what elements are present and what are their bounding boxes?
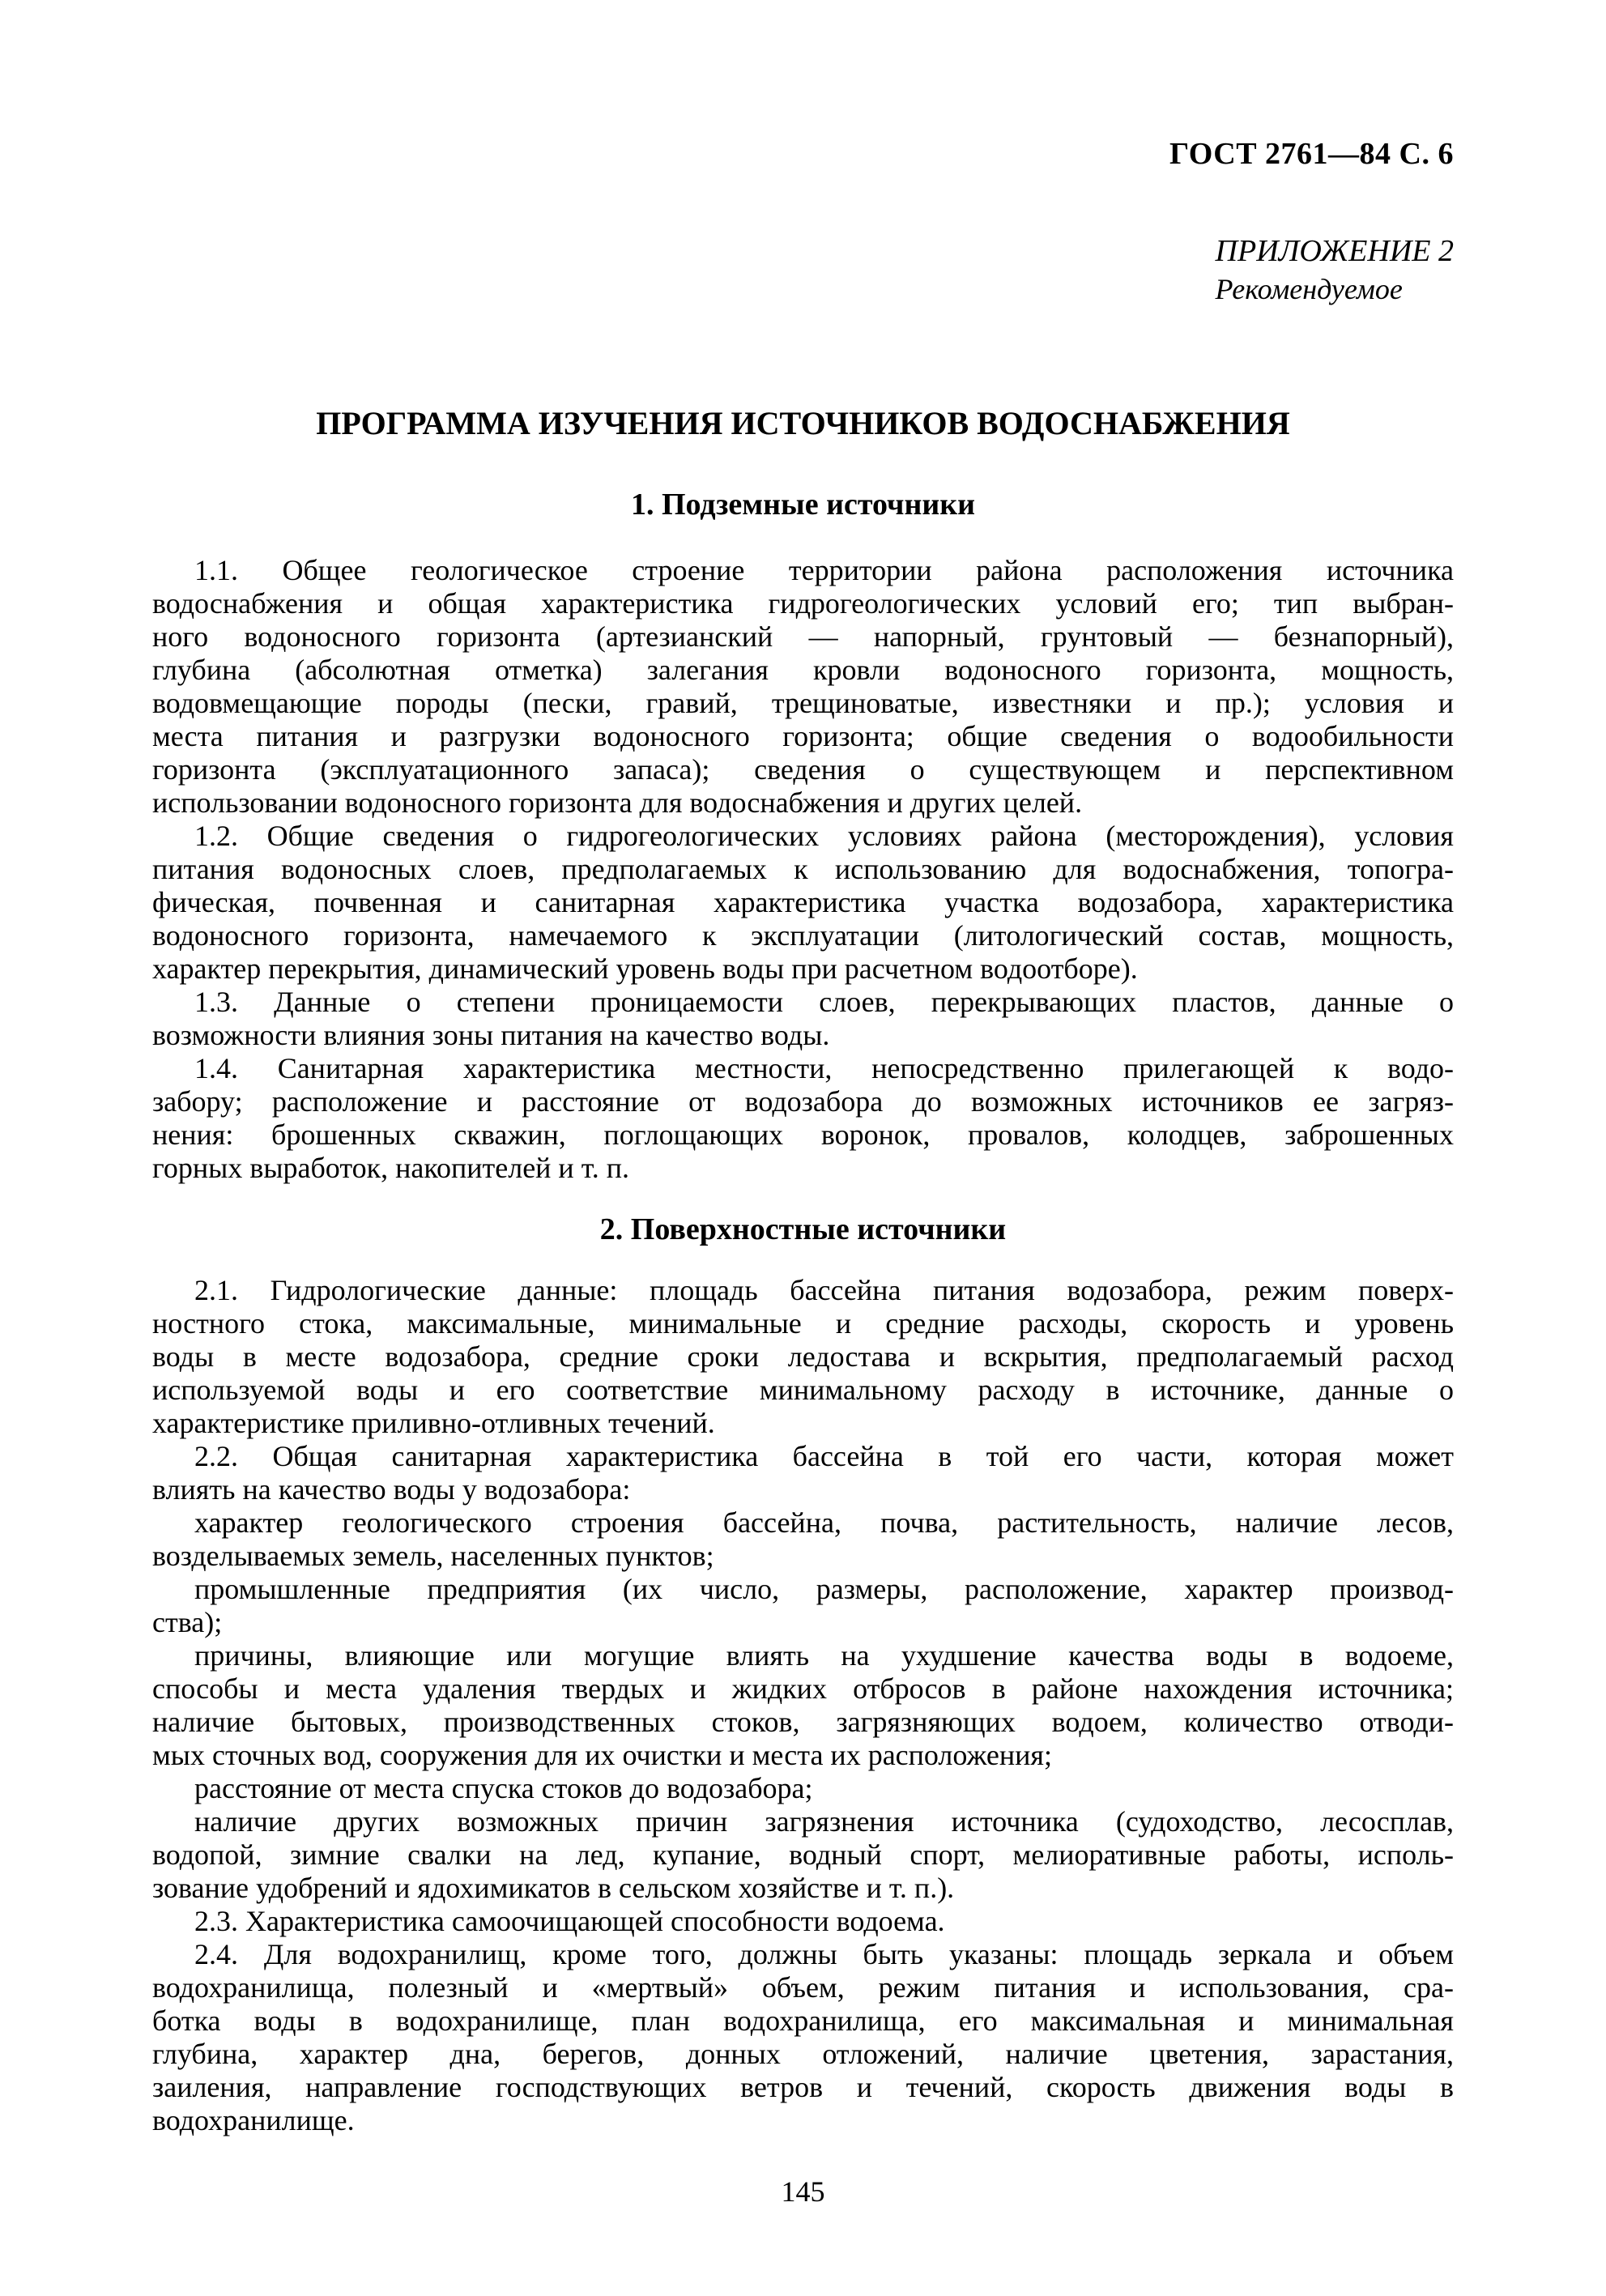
text-line: ства);	[152, 1606, 223, 1638]
text-line: возделываемых земель, населенных пунктов;	[152, 1540, 714, 1572]
paragraph	[152, 986, 1454, 1052]
text-line: использовании водоносного горизонта для водоснабжения и других целей.	[152, 786, 1083, 819]
text-line: 1.1. Общее геологическое строение территории района расположения источника	[194, 554, 1454, 586]
doc-standard-header: ГОСТ 2761—84 С. 6	[1169, 137, 1454, 171]
text-line: водохранилище.	[152, 2104, 355, 2136]
text-line: горных выработок, накопителей и т. п.	[152, 1152, 629, 1184]
section-heading: 1. Подземные источники	[630, 488, 976, 522]
text-line: 1.2. Общие сведения о гидрогеологических условиях района (месторождения), условия	[194, 820, 1454, 852]
text-line: водопой, зимние свалки на лед, купание, водный спорт, мелиоративные работы, исполь-	[152, 1838, 1454, 1871]
text-line: характер перекрытия, динамический уровень воды при расчетном водоотборе).	[152, 952, 1138, 985]
paragraph	[152, 554, 1454, 820]
text-line: места питания и разгрузки водоносного горизонта; общие сведения о водообильности	[152, 720, 1454, 752]
text-line: горизонта (эксплуатационного запаса); сведения о существующем и перспективном	[152, 753, 1454, 786]
text-line: глубина, характер дна, берегов, донных отложений, наличие цветения, зарастания,	[152, 2038, 1454, 2070]
document-body	[152, 488, 1454, 2137]
text-line: 2.4. Для водохранилищ, кроме того, должны быть указаны: площадь зеркала и объем	[194, 1938, 1454, 1970]
paragraph	[152, 820, 1454, 986]
paragraph	[152, 1938, 1454, 2137]
text-line: забору; расположение и расстояние от водозабора до возможных источников ее загряз-	[152, 1085, 1454, 1118]
text-line: способы и места удаления твердых и жидких отбросов в районе нахождения источника;	[152, 1672, 1454, 1705]
text-line: ного водоносного горизонта (артезианский — напорный, грунтовый — безнапорный),	[152, 620, 1454, 653]
paragraph	[152, 1573, 1454, 1639]
appendix-block	[1216, 233, 1454, 306]
section-heading: 2. Поверхностные источники	[599, 1212, 1007, 1246]
paragraph	[152, 1805, 1454, 1905]
page-title: ПРОГРАММА ИЗУЧЕНИЯ ИСТОЧНИКОВ ВОДОСНАБЖЕНИЯ	[316, 405, 1290, 441]
text-line: фическая, почвенная и санитарная характеристика участка водозабора, характеристика	[152, 886, 1454, 918]
appendix-label: ПРИЛОЖЕНИЕ 2	[1215, 234, 1454, 268]
text-line: нения: брошенных скважин, поглощающих воронок, провалов, колодцев, заброшенных	[152, 1118, 1454, 1151]
text-line: расстояние от места спуска стоков до водозабора;	[194, 1772, 813, 1804]
text-line: характер геологического строения бассейна, почва, растительность, наличие лесов,	[194, 1506, 1454, 1539]
text-line: промышленные предприятия (их число, размеры, расположение, характер производ-	[194, 1573, 1454, 1605]
text-line: водоснабжения и общая характеристика гидрогеологических условий его; тип выбран-	[152, 587, 1454, 620]
text-line: используемой воды и его соответствие минимальному расходу в источнике, данные о	[152, 1374, 1454, 1406]
text-line: заиления, направление господствующих ветров и течений, скорость движения воды в	[152, 2071, 1454, 2103]
text-line: наличие бытовых, производственных стоков, загрязняющих водоем, количество отводи-	[152, 1706, 1454, 1738]
text-line: водоносного горизонта, намечаемого к эксплуатации (литологический состав, мощность,	[152, 919, 1454, 952]
text-line: 2.1. Гидрологические данные: площадь бассейна питания водозабора, режим поверх-	[194, 1274, 1454, 1306]
text-line: воды в месте водозабора, средние сроки ледостава и вскрытия, предполагаемый расход	[152, 1340, 1454, 1373]
text-line: 2.2. Общая санитарная характеристика бассейна в той его части, которая может	[194, 1440, 1454, 1472]
text-line: зование удобрений и ядохимикатов в сельском хозяйстве и т. п.).	[152, 1872, 955, 1904]
text-line: глубина (абсолютная отметка) залегания кровли водоносного горизонта, мощность,	[152, 654, 1454, 686]
paragraph	[152, 1772, 1454, 1805]
text-line: наличие других возможных причин загрязнения источника (судоходство, лесосплав,	[194, 1805, 1454, 1838]
text-line: 1.4. Санитарная характеристика местности, непосредственно прилегающей к водо-	[194, 1052, 1454, 1084]
paragraph	[152, 1639, 1454, 1772]
page-number: 145	[781, 2175, 825, 2208]
text-line: причины, влияющие или могущие влиять на ухудшение качества воды в водоеме,	[194, 1639, 1454, 1672]
text-line: мых сточных вод, сооружения для их очистки и места их расположения;	[152, 1739, 1052, 1771]
text-line: 2.3. Характеристика самоочищающей способности водоема.	[194, 1905, 945, 1937]
section-body	[152, 1274, 1454, 2137]
paragraph	[152, 1440, 1454, 1506]
text-line: возможности влияния зоны питания на качество воды.	[152, 1019, 830, 1051]
text-line: влиять на качество воды у водозабора:	[152, 1473, 631, 1506]
text-line: водовмещающие породы (пески, гравий, трещиноватые, известняки и пр.); условия и	[152, 687, 1454, 719]
paragraph	[152, 1905, 1454, 1938]
text-line: ностного стока, максимальные, минимальные и средние расходы, скорость и уровень	[152, 1307, 1454, 1340]
text-line: характеристике приливно-отливных течений.	[152, 1407, 715, 1439]
section-body	[152, 554, 1454, 1185]
paragraph	[152, 1274, 1454, 1440]
paragraph	[152, 1052, 1454, 1185]
appendix-note: Рекомендуемое	[1215, 273, 1403, 305]
text-line: питания водоносных слоев, предполагаемых к использованию для водоснабжения, топогра-	[152, 853, 1454, 885]
text-line: 1.3. Данные о степени проницаемости слоев, перекрывающих пластов, данные о	[194, 986, 1454, 1018]
paragraph	[152, 1506, 1454, 1573]
text-line: водохранилища, полезный и «мертвый» объем, режим питания и использования, сра-	[152, 1971, 1454, 2004]
text-line: ботка воды в водохранилище, план водохранилища, его максимальная и минимальная	[152, 2004, 1454, 2037]
